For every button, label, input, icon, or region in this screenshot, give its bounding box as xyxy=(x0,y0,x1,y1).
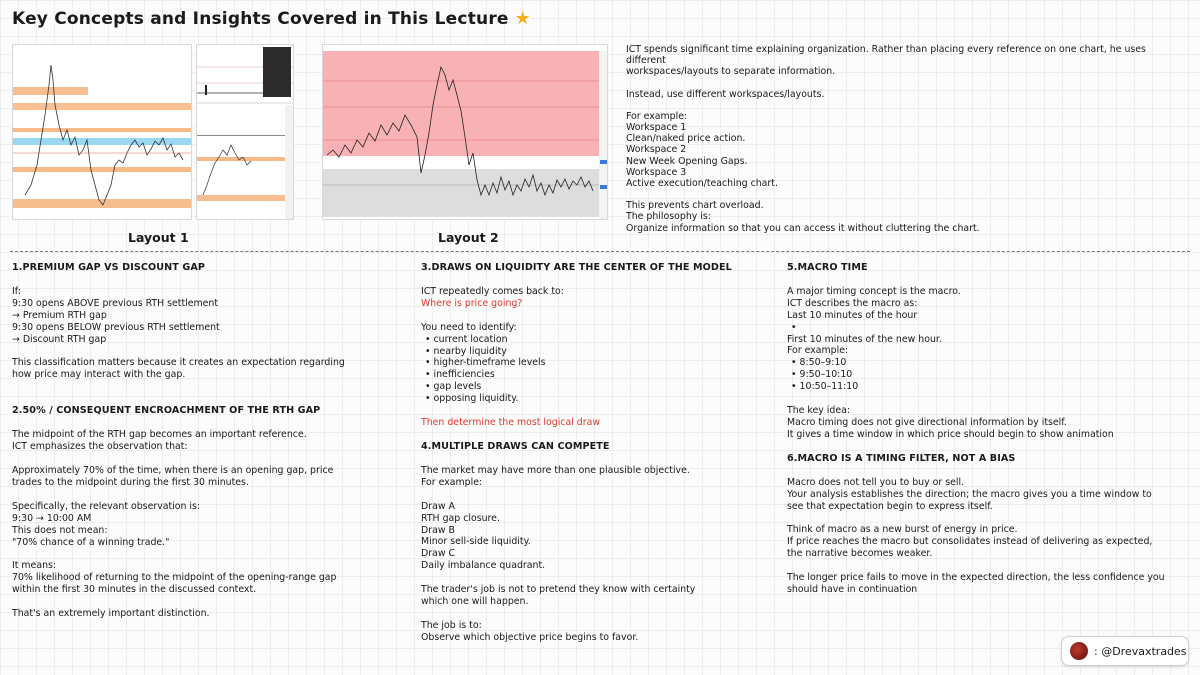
text-line: Approximately 70% of the time, when there is an opening gap, price xyxy=(12,464,334,476)
text-line: The midpoint of the RTH gap becomes an important reference. xyxy=(12,429,307,441)
layout-2-caption: Layout 2 xyxy=(438,230,499,245)
text-line: That's an extremely important distinction. xyxy=(12,608,210,620)
section-heading: 4.MULTIPLE DRAWS CAN COMPETE xyxy=(421,440,610,452)
page-title xyxy=(12,8,531,29)
text-line: A major timing concept is the macro. xyxy=(787,285,961,297)
intro-line: New Week Opening Gaps. xyxy=(626,155,748,167)
column-1 xyxy=(12,262,402,620)
text-line: It gives a time window in which price should begin to show animation xyxy=(787,428,1114,440)
text-line: 70% likelihood of returning to the midpoint of the opening-range gap xyxy=(12,572,337,584)
svg-text:·: · xyxy=(103,52,104,56)
intro-line: Workspace 2 xyxy=(626,144,687,156)
layout-2-screenshot xyxy=(322,44,608,220)
page-title-text: Key Concepts and Insights Covered in This Lecture xyxy=(12,8,509,29)
intro-line: Workspace 3 xyxy=(626,166,687,178)
section-heading: 3.DRAWS ON LIQUIDITY ARE THE CENTER OF THE MODEL xyxy=(421,262,732,273)
layout-1-side-chart xyxy=(197,45,294,220)
intro-line: ICT spends significant time explaining organization. Rather than placing every reference on one chart, he uses different xyxy=(626,44,1146,67)
section-heading: 1.PREMIUM GAP VS DISCOUNT GAP xyxy=(12,262,206,273)
author-handle-badge[interactable] xyxy=(1061,636,1189,666)
star-icon: ★ xyxy=(514,8,531,29)
section-heading: 2.50% / CONSEQUENT ENCROACHMENT OF THE RTH GAP xyxy=(12,405,321,417)
text-line: Observe which objective price begins to favor. xyxy=(421,631,639,643)
text-line: 9:30 opens ABOVE previous RTH settlement xyxy=(12,297,219,309)
list-item: • opposing liquidity. xyxy=(425,393,771,405)
text-line: Last 10 minutes of the hour xyxy=(787,309,918,321)
text-line: ICT repeatedly comes back to: xyxy=(421,285,564,297)
author-handle: : @Drevaxtrades xyxy=(1094,644,1187,658)
avatar xyxy=(1070,642,1088,660)
text-line: trades to the midpoint during the first 30 minutes. xyxy=(12,476,249,488)
bullet-separator xyxy=(787,322,1192,334)
text-line: The trader's job is not to pretend they know with certainty xyxy=(421,584,696,596)
text-line: how price may interact with the gap. xyxy=(12,369,186,381)
text-line: RTH gap closure. xyxy=(421,512,500,524)
intro-line: Active execution/teaching chart. xyxy=(626,178,778,190)
text-line: Macro timing does not give directional information by itself. xyxy=(787,416,1067,428)
text-line: This classification matters because it creates an expectation regarding xyxy=(12,357,345,369)
list-item: • inefficiencies xyxy=(425,369,771,381)
intro-line: workspaces/layouts to separate information. xyxy=(626,66,836,78)
intro-line: The philosophy is: xyxy=(626,211,711,223)
text-line: ICT emphasizes the observation that: xyxy=(12,441,188,453)
text-line: Specifically, the relevant observation is: xyxy=(12,500,201,512)
intro-line: Instead, use different workspaces/layouts. xyxy=(626,88,825,100)
section-heading: 6.MACRO IS A TIMING FILTER, NOT A BIAS xyxy=(787,452,1016,464)
list-item: • nearby liquidity xyxy=(425,346,771,358)
macro-times-list xyxy=(787,357,1192,393)
text-line: Draw A xyxy=(421,500,455,512)
text-line: It means: xyxy=(12,560,57,572)
column-3 xyxy=(787,262,1192,596)
column-2 xyxy=(421,262,771,644)
text-line: The market may have more than one plausible objective. xyxy=(421,464,690,476)
text-line: "70% chance of a winning trade." xyxy=(12,536,170,548)
list-item: • higher-timeframe levels xyxy=(425,357,771,369)
list-item: • 9:50–10:10 xyxy=(791,369,1192,381)
intro-line: For example: xyxy=(626,110,688,122)
intro-text xyxy=(626,44,1186,234)
highlight-statement: Then determine the most logical draw xyxy=(421,417,601,429)
intro-line: Clean/naked price action. xyxy=(626,133,746,145)
text-line: Minor sell-side liquidity. xyxy=(421,536,531,548)
text-line: the narrative becomes weaker. xyxy=(787,548,933,560)
text-line: see that expectation begin to express itself. xyxy=(787,500,993,512)
layout-1-screenshot xyxy=(12,44,192,220)
identify-list xyxy=(421,334,771,405)
list-item: • 10:50–11:10 xyxy=(791,381,1192,393)
text-line: You need to identify: xyxy=(421,321,517,333)
section-heading: 5.MACRO TIME xyxy=(787,262,868,273)
text-line: which one will happen. xyxy=(421,596,529,608)
text-line: Draw C xyxy=(421,548,456,560)
text-line: 9:30 opens BELOW previous RTH settlement xyxy=(12,321,220,333)
list-item: • gap levels xyxy=(425,381,771,393)
text-line: Daily imbalance quadrant. xyxy=(421,560,546,572)
intro-line: Organize information so that you can access it without cluttering the chart. xyxy=(626,222,980,234)
intro-line: This prevents chart overload. xyxy=(626,200,764,212)
text-line: For example: xyxy=(421,476,483,488)
list-item: • 8:50–9:10 xyxy=(791,357,1192,369)
text-line: should have in continuation xyxy=(787,584,918,596)
text-line: First 10 minutes of the new hour. xyxy=(787,333,942,345)
section-divider xyxy=(10,251,1190,252)
text-line: Think of macro as a new burst of energy in price. xyxy=(787,524,1018,536)
text-line: This does not mean: xyxy=(12,524,108,536)
highlight-question: Where is price going? xyxy=(421,297,523,309)
text-line: ICT describes the macro as: xyxy=(787,297,918,309)
text-line: The key idea: xyxy=(787,405,851,417)
text-line: → Premium RTH gap xyxy=(12,309,107,321)
text-line: Macro does not tell you to buy or sell. xyxy=(787,476,965,488)
text-line: If price reaches the macro but consolidates instead of delivering as expected, xyxy=(787,536,1153,548)
text-line: → Discount RTH gap xyxy=(12,333,107,345)
layout-2-chart xyxy=(323,45,608,220)
text-line: 9:30 → 10:00 AM xyxy=(12,512,92,524)
layout-1-left-chart xyxy=(13,45,192,220)
text-line: Your analysis establishes the direction; the macro gives you a time window to xyxy=(787,488,1152,500)
layout-1-caption: Layout 1 xyxy=(128,230,189,245)
list-item: • current location xyxy=(425,334,771,346)
intro-line: Workspace 1 xyxy=(626,122,687,134)
layout-1-side-panel xyxy=(196,44,294,220)
text-line: The longer price fails to move in the expected direction, the less confidence you xyxy=(787,572,1165,584)
text-line: For example: xyxy=(787,345,849,357)
text-line: The job is to: xyxy=(421,619,482,631)
text-line: within the first 30 minutes in the discussed context. xyxy=(12,584,257,596)
text-line: If: xyxy=(12,285,21,297)
text-line: Draw B xyxy=(421,524,455,536)
